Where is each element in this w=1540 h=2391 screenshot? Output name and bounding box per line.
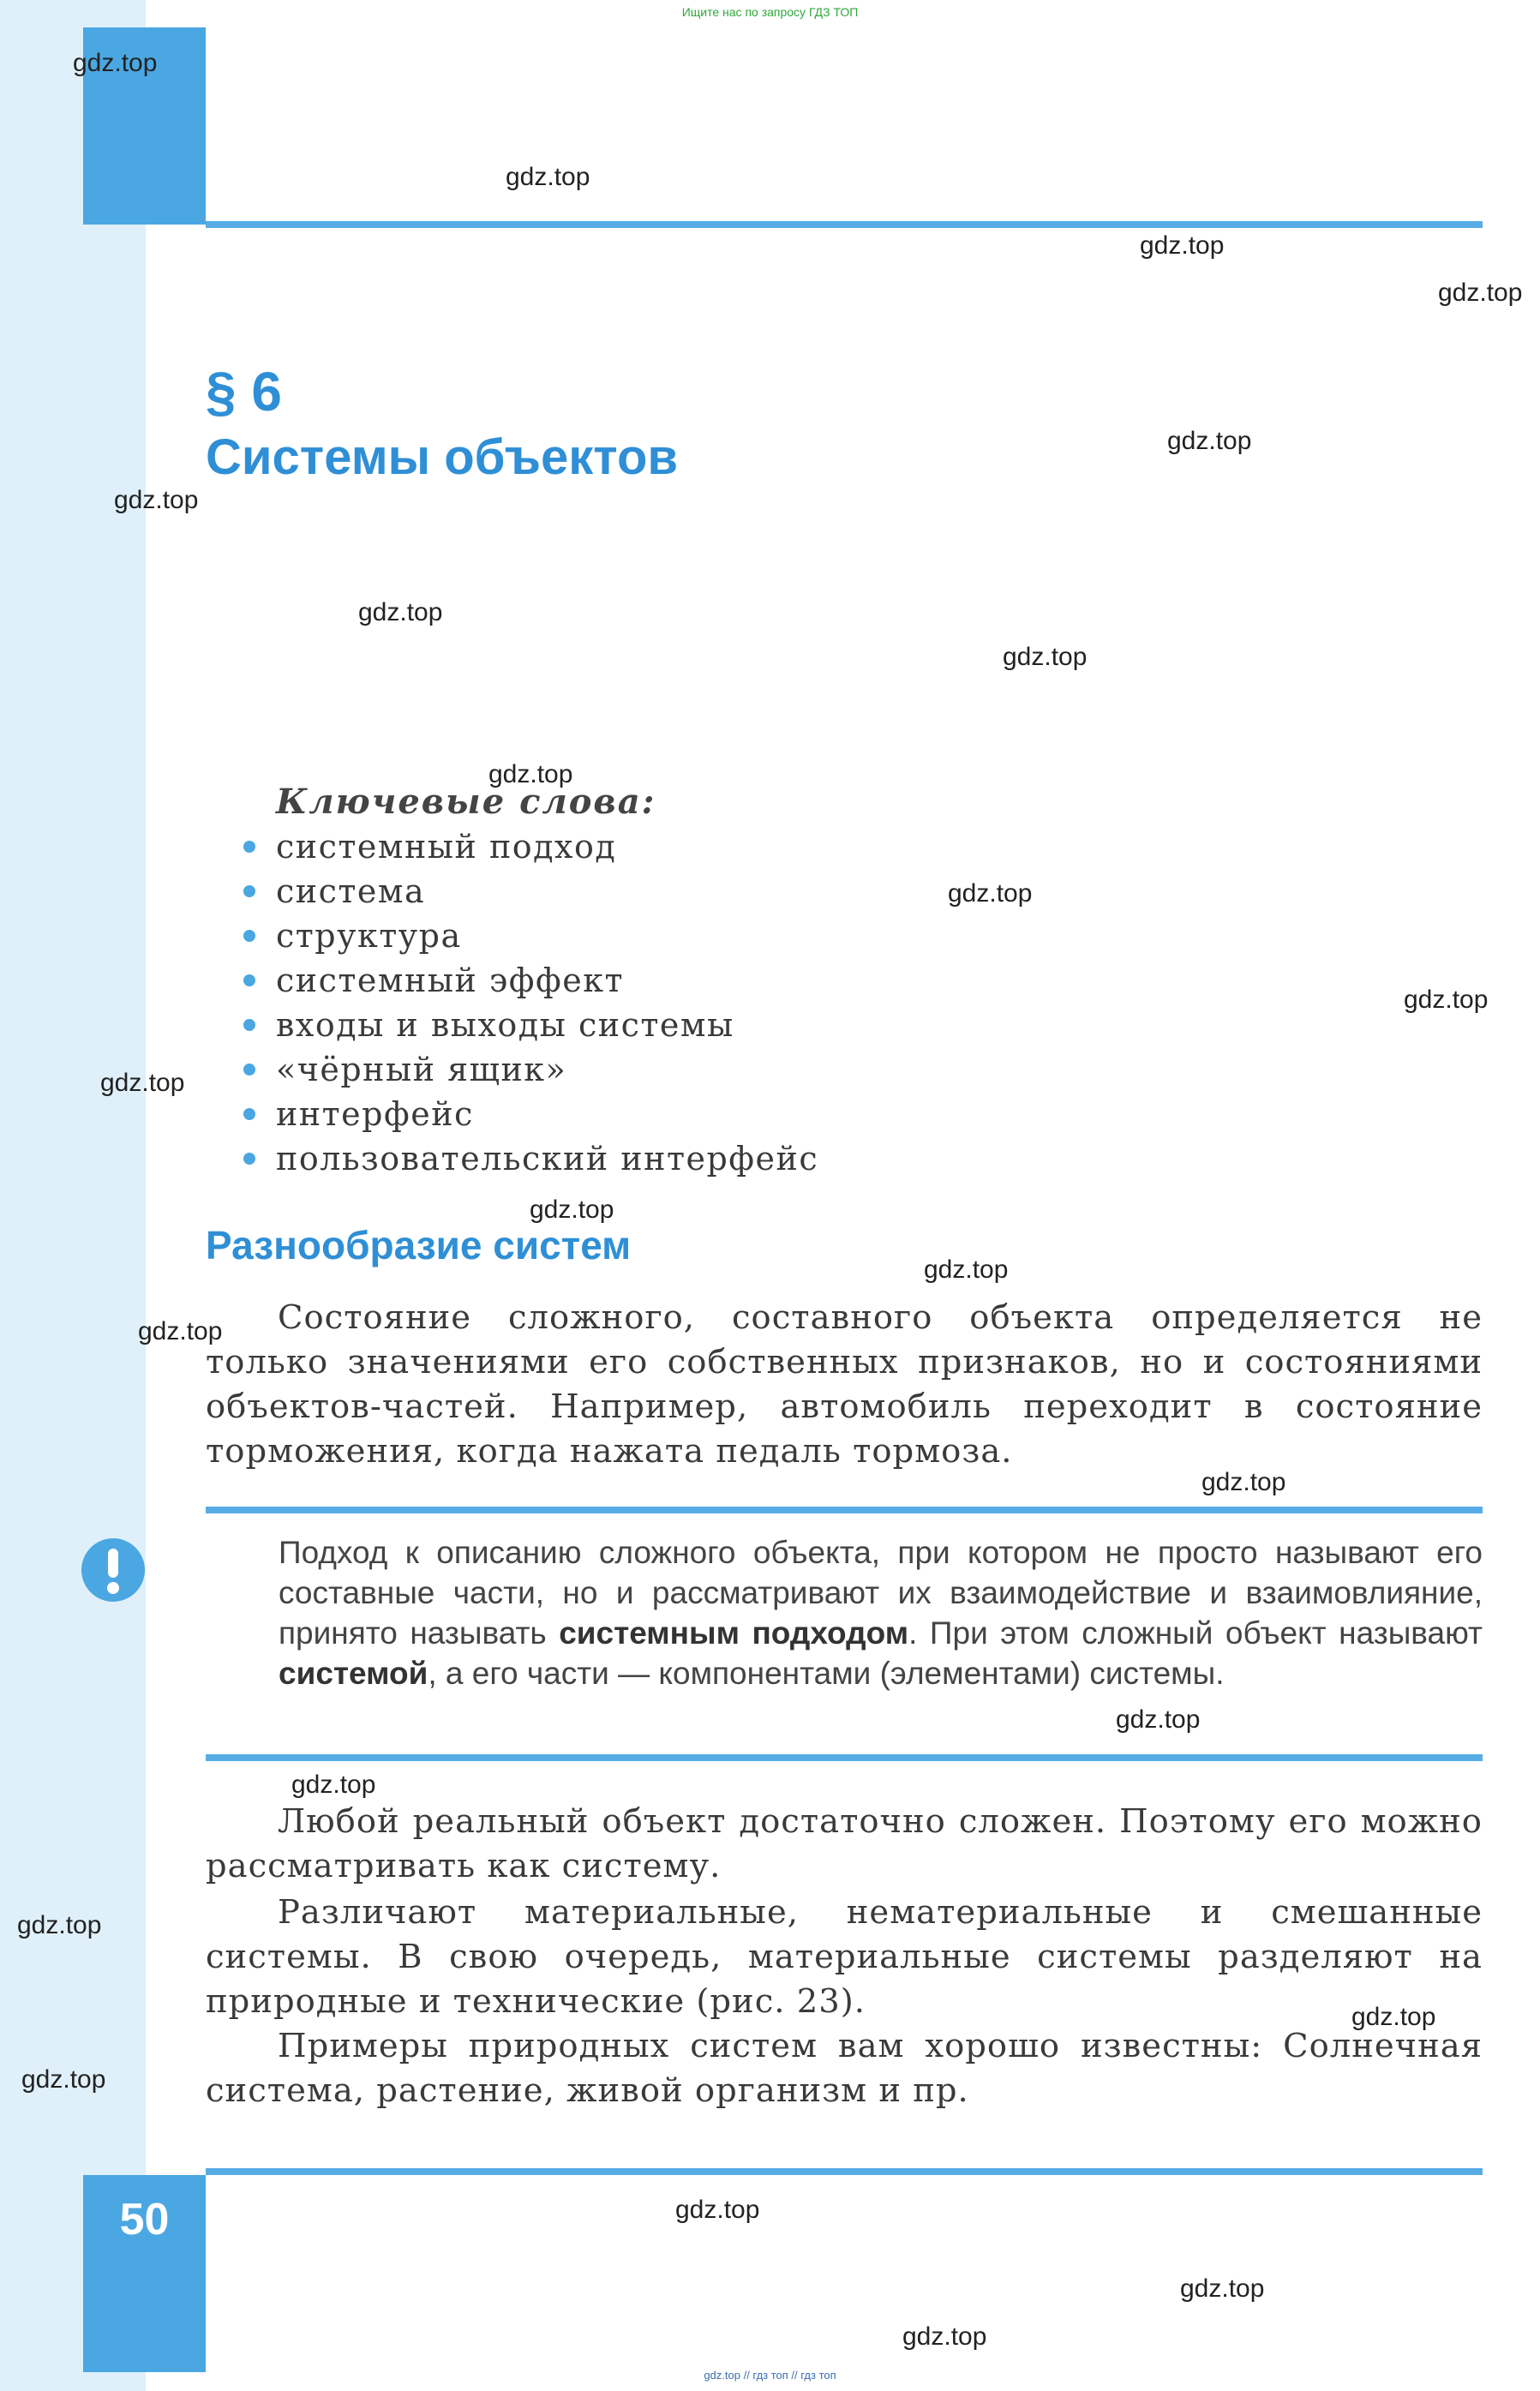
term-system-approach: системным подходом [559, 1615, 909, 1651]
watermark: gdz.top [948, 879, 1033, 908]
watermark: gdz.top [1438, 279, 1523, 307]
keywords-list [240, 824, 818, 1181]
watermark: gdz.top [100, 1069, 185, 1097]
keyword-item: входы и выходы системы [240, 1003, 818, 1047]
keyword-item: интерфейс [240, 1092, 818, 1136]
watermark: gdz.top [1180, 2274, 1265, 2303]
keyword-item: системный эффект [240, 958, 818, 1003]
watermark: gdz.top [291, 1771, 376, 1799]
page-number: 50 [119, 2195, 170, 2244]
definition-text: Подход к описанию сложного объекта, при котором не просто называют его составные части, но и рассматривают их взаимодействие и взаимовлияние, принято называть [279, 1535, 1483, 1651]
watermark: gdz.top [1003, 643, 1088, 671]
definition-box [279, 1532, 1483, 1693]
watermark: gdz.top [1201, 1468, 1286, 1496]
watermark: gdz.top [1167, 427, 1252, 455]
keyword-item: структура [240, 914, 818, 958]
section-title: Системы объектов [206, 429, 679, 485]
paragraph-system-types [206, 1891, 1483, 2024]
definition-top-rule [206, 1507, 1483, 1513]
keyword-item: пользовательский интерфейс [240, 1136, 818, 1181]
header-notice: Ищите нас по запросу ГДЗ ТОП [681, 5, 859, 19]
paragraph-real-object [206, 1800, 1483, 1889]
paragraph-text: Различают материальные, нематериальные и смешанные системы. В свою очередь, материальные системы разделяют на природные и технические (рис. 23). [206, 1893, 1483, 2021]
watermark: gdz.top [902, 2322, 987, 2351]
paragraph-natural-systems [206, 2024, 1483, 2113]
keyword-item: «чёрный ящик» [240, 1047, 818, 1092]
watermark: gdz.top [924, 1255, 1009, 1284]
watermark: gdz.top [675, 2196, 760, 2224]
watermark: gdz.top [358, 598, 443, 626]
keywords-heading: Ключевые слова: [276, 782, 656, 822]
exclamation-icon [81, 1537, 146, 1603]
watermark: gdz.top [1140, 231, 1225, 260]
watermark: gdz.top [530, 1196, 614, 1224]
watermark: gdz.top [73, 49, 158, 77]
watermark: gdz.top [1404, 986, 1489, 1014]
paragraph-text: Примеры природных систем вам хорошо известны: Солнечная система, растение, живой организм и пр. [206, 2027, 1483, 2110]
term-system: системой [279, 1656, 428, 1691]
watermark: gdz.top [21, 2065, 106, 2094]
watermark: gdz.top [138, 1317, 223, 1345]
paragraph-text: Состояние сложного, составного объекта определяется не только значениями его собственных признаков, но и состояниями объектов-частей. Например, автомобиль переходит в состояние торможения, когда нажата педаль тормоза. [206, 1298, 1483, 1471]
paragraph-object-state [206, 1296, 1483, 1474]
keyword-item: система [240, 869, 818, 914]
footer-rule [206, 2168, 1483, 2175]
definition-bottom-rule [206, 1754, 1483, 1761]
watermark: gdz.top [17, 1911, 102, 1939]
watermark: gdz.top [488, 760, 573, 788]
watermark: gdz.top [1116, 1705, 1201, 1734]
definition-text: , а его части — компонентами (элементами) системы. [428, 1656, 1225, 1691]
watermark: gdz.top [1351, 2003, 1436, 2031]
keyword-item: системный подход [240, 824, 818, 869]
footer-notice: gdz.top // гдз топ // гдз топ [704, 2369, 836, 2382]
paragraph-text: Любой реальный объект достаточно сложен. Поэтому его можно рассматривать как систему. [206, 1802, 1483, 1885]
watermark: gdz.top [506, 163, 590, 191]
left-margin-strip [0, 0, 146, 2391]
watermark: gdz.top [114, 486, 199, 514]
section-number: § 6 [206, 361, 282, 422]
definition-text: . При этом сложный объект называют [908, 1615, 1483, 1651]
subsection-title: Разнообразие систем [206, 1223, 632, 1267]
header-rule [206, 221, 1483, 228]
